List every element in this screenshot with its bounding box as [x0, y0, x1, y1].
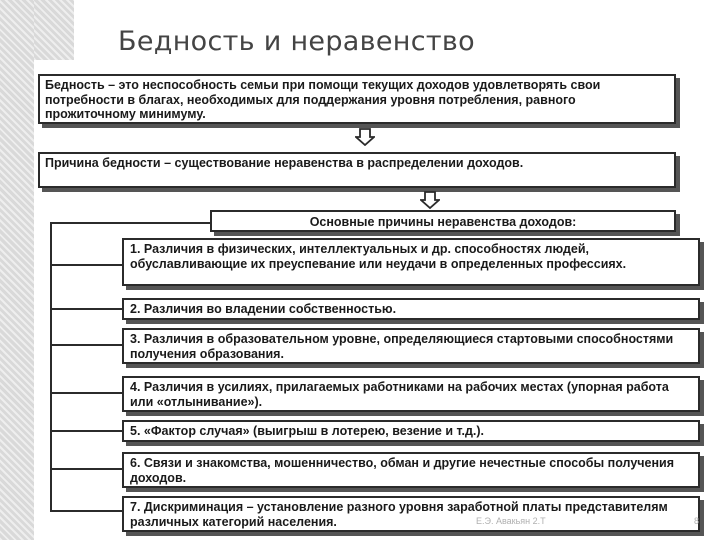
definition-term: Бедность	[45, 78, 105, 92]
reason-item	[122, 452, 700, 488]
reason-text: 4. Различия в усилиях, прилагаемых работниками на рабочих местах (упорная работа или «отлынивание»).	[130, 380, 669, 409]
poverty-cause-box	[38, 152, 676, 188]
decorative-stripe	[0, 0, 34, 540]
connector-line	[50, 468, 122, 470]
decorative-stripe-top	[34, 0, 74, 60]
reason-text: 3. Различия в образовательном уровне, определяющиеся стартовыми способностями получения образования.	[130, 332, 674, 361]
connector-line	[50, 392, 122, 394]
reason-item	[122, 376, 700, 412]
connector-line	[50, 430, 122, 432]
reason-text: 7. Дискриминация – установление разного уровня заработной платы представителям различных категорий населения.	[130, 500, 668, 529]
cause-term: Причина бедности	[45, 156, 161, 170]
cause-text: – существование неравенства в распределении доходов.	[160, 156, 524, 170]
down-arrow-icon	[420, 191, 440, 209]
reasons-header: Основные причины неравенства доходов:	[309, 215, 577, 229]
page-number: 8	[694, 516, 700, 526]
footer-text: Е.Э. Авакьян 2.Т	[476, 516, 546, 526]
connector-line	[50, 510, 122, 512]
connector-line	[50, 264, 122, 266]
connector-line	[50, 344, 122, 346]
reason-text: 5. «Фактор случая» (выигрыш в лотерею, везение и т.д.).	[130, 424, 485, 438]
reason-item	[122, 420, 700, 442]
poverty-definition-box	[38, 74, 676, 124]
down-arrow-icon	[355, 128, 375, 146]
connector-line	[50, 308, 122, 310]
reason-item	[122, 496, 700, 532]
connector-line	[50, 222, 210, 224]
definition-text: – это неспособность семьи при помощи текущих доходов удовлетворять свои потребности в благах, необходимых для поддержания уровня потребления, равного прожиточному минимуму.	[45, 78, 601, 121]
reason-text: 2. Различия во владении собственностью.	[130, 302, 397, 316]
reason-item	[122, 238, 700, 286]
reason-item	[122, 328, 700, 364]
reason-item	[122, 298, 700, 320]
reasons-header-box	[210, 210, 676, 232]
slide-title: Бедность и неравенство	[118, 26, 475, 57]
reason-text: 6. Связи и знакомства, мошенничество, обман и другие нечестные способы получения доходов.	[130, 456, 675, 485]
reason-text: 1. Различия в физических, интеллектуальных и др. способностях людей, обуславливающие их преуспевание или неудачи в определенных профессиях.	[130, 242, 627, 271]
